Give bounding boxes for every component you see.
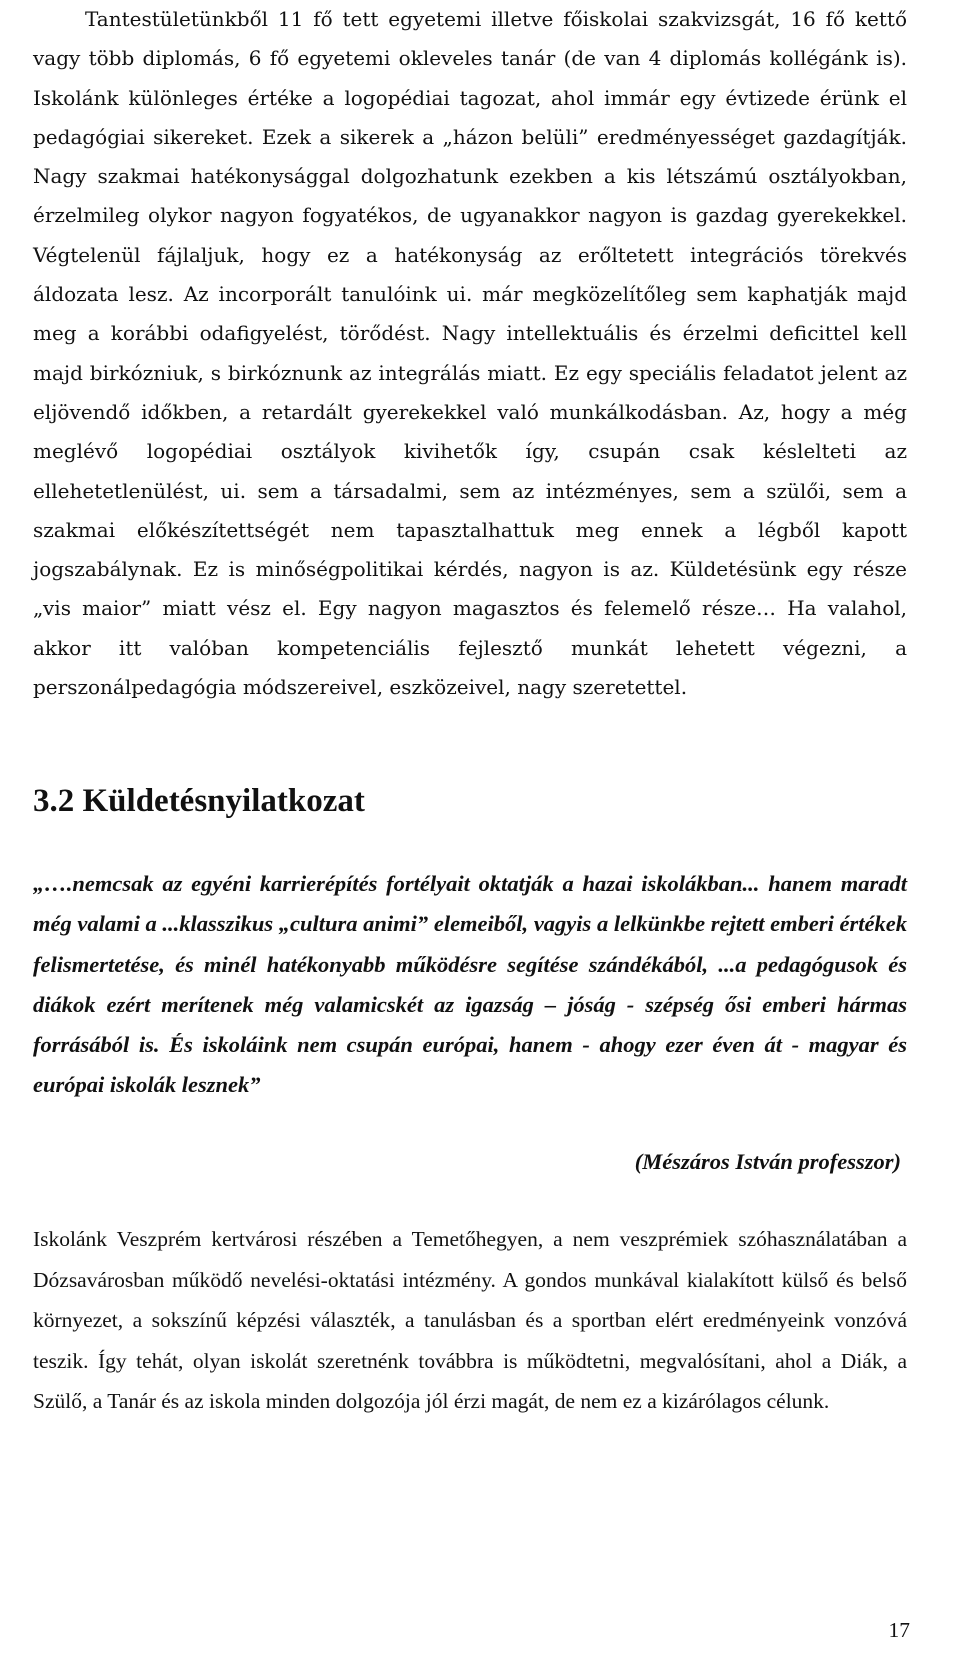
page-number: 17 — [888, 1618, 910, 1642]
body-paragraph-staff: Tantestületünkből 11 fő tett egyetemi illetve főiskolai szakvizsgát, 16 fő kettő vagy több diplomás, 6 fő egyetemi okleveles tanár (de van 4 diplomás kollégánk is). Iskolánk különleges értéke a logopédiai tagozat, ahol immár egy évtizede érünk el pedagógiai sikereket. Ezek a sikerek a „házon belüli” eredményességet gazdagítják. Nagy szakmai hatékonysággal dolgozhatunk ezekben a kis létszámú osztályokban, érzelmileg olykor nagyon fogyatékos, de ugyanakkor nagyon is gazdag gyerekekkel. Végtelenül fájlaljuk, hogy ez a hatékonyság az erőltetett integrációs törekvés áldozata lesz. Az incorporált tanulóink ui. már megközelítőleg sem kaphatják majd meg a korábbi odafigyelést, törődést. Nagy intellektuális és érzelmi deficittel kell majd birkózniuk, s birkóznunk az integrálás miatt. Ez egy speciális feladatot jelent az eljövendő időkben, a retardált gyerekekkel való munkálkodásban. Az, hogy a még meglévő logopédiai osztályok kivihetők így, csupán csak késlelteti az ellehetetlenülést, ui. sem a társadalmi, sem az intézményes, sem a szülői, sem a szakmai előkészítettségét nem tapasztalhattuk meg ennek a légből kapott jogszabálynak. Ez is minőségpolitikai kérdés, nagyon is az. Küldetésünk egy része „vis maior” miatt vész el. Egy nagyon magasztos és felemelő része… Ha valahol, akkor itt valóban kompetenciális fejlesztő munkát lehetett végezni, a perszonálpedagógia módszereivel, eszközeivel, nagy szeretettel. — [33, 7, 907, 700]
document-page — [33, 0, 907, 1661]
body-paragraph-school: Iskolánk Veszprém kertvárosi részében a Temetőhegyen, a nem veszprémiek szóhasználatában a Dózsavárosban működő nevelési-oktatási intézmény. A gondos munkával kialakított külső és belső környezet, a sokszínű képzési választék, a tanulásban és a sportban elért eredményeink vonzóvá teszik. Így tehát, olyan iskolát szeretnénk továbbra is működtetni, megvalósítani, ahol a Diák, a Szülő, a Tanár és az iskola minden dolgozója jól érzi magát, de nem ez a kizárólagos célunk. — [33, 1227, 907, 1413]
section-heading: 3.2 Küldetésnyilatkozat — [33, 783, 365, 819]
quote-attribution: (Mészáros István professzor) — [634, 1149, 901, 1174]
mission-quote: „….nemcsak az egyéni karrierépítés fortélyait oktatják a hazai iskolákban... hanem maradt még valami a ...klasszikus „cultura animi” elemeiből, vagyis a lelkünkbe rejtett emberi értékek felismertetése, és minél hatékonyabb működésre segítése szándékából, ...a pedagógusok és diákok ezért merítenek még valamicskét az igazság – jóság - szépség ősi emberi hármas forrásából is. És iskoláink nem csupán európai, hanem - ahogy ezer éven át - magyar és európai iskolák lesznek” — [33, 871, 907, 1098]
